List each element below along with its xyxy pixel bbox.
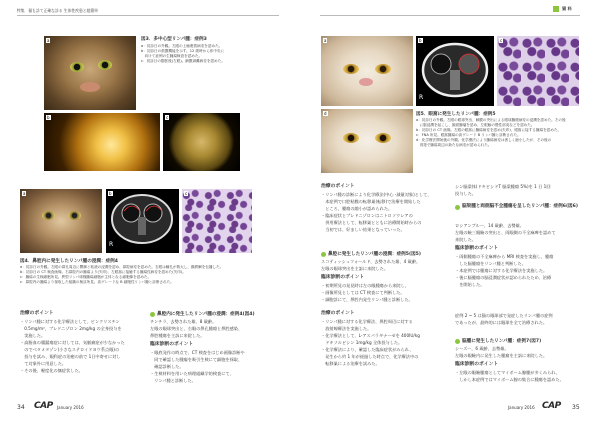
left-col1-line: ・高脂血の腸漏瘍症に対しては、気脈痛症が少なかった	[20, 340, 125, 345]
right-col2-section-heading: 脳梁腫と両側脳不全腫瘍を呈したリンパ腫：症例6(図6)	[455, 204, 580, 210]
left-col1-line: のでベタメタゾン(小さなステロイドヨウ系点眼)の	[20, 347, 120, 352]
fig5-photo-c-cytology	[497, 36, 579, 106]
left-col1-line: ・リンパ腫に対する化学療法として、ビンクリスチン	[20, 319, 120, 324]
fig4-caption-line: b：初診日の CT 検査画像。右鼻腔内の腫瘍より(矢印)、左眼窩に接触する腫瘍性病変を認めた(矢印)。	[20, 270, 186, 274]
ct-scan-drawing	[416, 36, 494, 106]
right-col1-line: 放射線療法を実施した。	[321, 326, 372, 331]
fig3-label-c: c	[166, 115, 169, 120]
right-col1-line: ・初期所見の発見時は左の眼腫瘍から来院し、	[321, 283, 409, 288]
right-col2-line: 症例 2 ~ 5 は猫の眼球部で発症したリンパ腫の症例	[455, 313, 553, 318]
fig5-caption-line: に脳浸潤を起こし、顔面腫瘤を認め、左眼瞼の慢性部炎などを認めた。	[416, 123, 535, 127]
left-col1-line: 投与を試み、眼科症の治癒の前で 1日中寄せに対し	[20, 354, 121, 359]
right-col2-line: ・本症例では腫瘍に対する化学療法を実施した。	[455, 268, 548, 273]
right-col2-line: 投与した。	[455, 191, 476, 196]
right-col1-line: 本症例で口腔粘膜の転移巣(転移)で治療を開始した	[321, 199, 421, 204]
left-col2-line: ・生検材料を用いた病理組織学的検査にて、	[150, 371, 234, 376]
right-col1-line: ・細胞診にて、鼻腔内発生リンパ腫と診断した。	[321, 297, 413, 302]
left-col2-line: 鼻腔種瘍を主訴に来院した。	[150, 333, 205, 338]
running-header-left: 特集 猫も診て正確な診る 生体性疾患と超簡単	[17, 8, 98, 13]
left-col2-line: チンチラ、去勢された雄、8 歳齢。	[150, 319, 217, 324]
right-col2-line: ・後に脳腫瘍の脳浸潤症状が認められたため、治療	[455, 275, 552, 280]
fig5-caption-line: a：初診日の外観。左眼の眼球突出、瞬膜の突出による眼球腫脹病変の浸潤を認めた。その後	[416, 118, 566, 122]
right-col2-line: しかし本症例ではマイボーム腺の集合に腫瘍を認めた。	[455, 377, 564, 382]
fig5-caption-line: c：FNA 所見。眼窩腫瘍の高グレード B リンパ腫と診断された。	[416, 133, 521, 137]
right-col2-line: ロシアンブルー、14 歳齢、去勢雄。	[455, 223, 524, 228]
left-col1-line: 0.5mg/m²、プレドニゾロン 2mg/kg の全身投与を	[20, 326, 122, 331]
right-col2-line: であったが、最終的には眼球を全て治療された。	[455, 320, 548, 325]
right-col2-line: 左眼の眼瞼内に発生した腫瘤を主訴に来院した。	[455, 353, 548, 358]
left-col2-line: 確認診断した。	[150, 364, 184, 369]
ct-side-marker: R	[109, 241, 114, 248]
running-header-right: 猫 科	[562, 6, 572, 11]
fig3-caption-line: a：初診日の外観。左眼の上瞼癒着病変を認めた。	[141, 44, 223, 48]
right-col1-line: 転移巣による治療を試みた。	[321, 361, 380, 366]
right-col2-line: シン脳梁体(ドキビシドT 脳梁腫瘍 5%)を 1 日 1回	[455, 184, 551, 189]
left-col2-line: リンパ腫と診断した。	[150, 378, 196, 383]
right-col1-line: 当初では、好ましい結果となっていった。	[321, 227, 405, 232]
left-col1-heading: 治療のポイント	[20, 311, 54, 316]
left-col2-line: ・眼底発作の時点で、CT 検査をはじめ画像診断や	[150, 350, 245, 355]
fig3-caption-line: b：初診日の鼓膜機能を示す。12 歳時から体中央に	[141, 49, 225, 53]
right-col2-line: シーズー、6 歳齢、去勢雄。	[455, 346, 509, 351]
right-col1-subheading: 治療のポイント	[321, 311, 355, 316]
fig4-label-c: c	[185, 191, 188, 196]
fig5-caption-line: 再発で腫瘍周辺の新たな病変が認められた。	[416, 143, 492, 147]
fig4-caption-line: c：鼻腔内の腫瘍より採取した組織の検診所見。高グレードな B 細胞性リンパ腫と診断された。	[20, 280, 174, 284]
right-col1-section-heading: 鼻腔に発生したリンパ腫の浸潤：症例5(図5)	[321, 251, 421, 257]
fig5-label-b: b	[419, 38, 422, 43]
fig4-photo-a-cat-face	[20, 189, 102, 253]
left-col1-line: ・その後、軽度化の無症状した。	[20, 368, 83, 373]
fig5-caption-line: b：初診日の CT 画像。左眼の眼窩に腫瘍病変を認め(矢印)、眼窩に接する腫瘍を認めた。	[416, 128, 562, 132]
right-col2-section-heading: 脳腫に発生したリンパ腫：症例7(図7)	[455, 338, 541, 344]
right-col1-heading: 治療のポイント	[321, 184, 355, 189]
fig3-caption-line: 向けて症例の生腫瘍検査を認めた。	[141, 54, 203, 58]
fig5-label-c: c	[500, 38, 503, 43]
fig4-photo-b-ct-scan	[106, 189, 179, 253]
section-marker	[553, 6, 559, 12]
fig4-caption-line: c：腫瘍の生検細胞所見。異型リンパ球様腫瘍細胞が主体となる細胞像を認めた。	[20, 275, 152, 279]
issue-date-right: January 2016	[508, 405, 535, 410]
section-bullet-icon	[455, 205, 460, 210]
fig5-caption-line: d：化学療法開始後の外観。化学療法により腫瘍病変は著しく縮小したが、その後の	[416, 138, 552, 142]
right-col1-line: ところ、腫瘍の縮小が認められた。	[321, 206, 393, 211]
section-bullet-icon	[455, 339, 460, 344]
fig3-photo-b-eye-closeup	[44, 113, 160, 171]
fig5-label-a: a	[324, 38, 327, 43]
fig3-photo-c-fundus	[163, 113, 240, 171]
fig4-photo-c-cytology	[182, 189, 252, 253]
fig5-caption-title: 図5．眼窩に発生したリンパ腫：症例5	[416, 112, 496, 117]
left-col2-section-heading: 鼻腔内に発生したリンパ腫の浸潤：症例4(図4)	[150, 311, 255, 317]
header-rule-right	[320, 15, 580, 16]
right-col1-line: ・化学療法により、確認した臨床症状がみられ、	[321, 347, 414, 352]
right-col1-line: スコティッシュフォールド、去勢された雄、4 歳齢。	[321, 259, 421, 264]
fig3-photo-a-cat-face	[44, 36, 136, 110]
right-col2-line: 来院した。	[455, 237, 476, 242]
fig3-label-a: a	[47, 38, 50, 43]
right-col2-line: した脳腫瘍をリンパ腫と判断した。	[455, 261, 526, 266]
fig3-label-b: b	[47, 115, 50, 120]
fig5-photo-d-cat-after-treatment	[321, 109, 413, 173]
page-number-right: 35	[572, 404, 580, 411]
right-col1-line: ・臨床症状とプレドニゾロンはニトロソウレアの	[321, 213, 413, 218]
fig4-label-b: b	[109, 191, 112, 196]
section-bullet-icon	[321, 252, 326, 257]
right-col1-line: 併用療法として、転移巣とともに治療開始時からの	[321, 220, 422, 225]
ct-scan-drawing	[106, 189, 179, 253]
left-col2-line: 同で確認した腫瘤を吸引生検にて細胞を採取、	[150, 357, 243, 362]
issue-date-left: January 2016	[57, 405, 84, 410]
right-col1-subheading: 臨床診断のポイント	[321, 275, 365, 280]
right-col2-line: ・両側腫瘍の不全麻痺から MRI 検査を実施し、腫瘍	[455, 254, 554, 259]
left-col1-line: て対象外に用意した。	[20, 361, 67, 366]
page-number-left: 34	[17, 404, 25, 411]
right-col1-line: ・リンパ腫の診断により化学療法(中心 -減量対象)として、	[321, 192, 432, 197]
fig4-caption-title: 図4．鼻腔内に発生したリンパ腫の浸潤：症例4	[20, 259, 118, 264]
fig3-caption-title: 図3．多中心型リンパ腫：症例3	[141, 37, 207, 42]
brand-logo-left: CAP	[34, 401, 53, 411]
right-col1-line: 左眼の眼球突出を主訴に来院した。	[321, 266, 389, 271]
fig4-label-a: a	[23, 191, 26, 196]
fig5-photo-b-ct-scan	[416, 36, 494, 106]
left-col2-line: 左眼の眼球突出と、右眼の鼻孔腫瘍と鼻腔感染、	[150, 326, 243, 331]
right-col1-line: ・化学療法として、L-アスパラギナーゼを 400IU/kg	[321, 333, 420, 338]
fig5-label-d: d	[324, 111, 327, 116]
right-col2-line: ・左眼の眼瞼腫瘍としてマイボーム腺腫が多くみられ、	[455, 370, 560, 375]
right-col2-subheading: 臨床診断のポイント	[455, 362, 499, 367]
left-col2-subheading: 臨床診断のポイント	[150, 342, 194, 347]
left-col1-line: 実施した。	[20, 333, 46, 338]
ct-side-marker: R	[419, 94, 424, 101]
fig5-photo-a-cat-face	[321, 36, 413, 106]
right-col1-line: ・画像所見としては CT 検査にて判断した。	[321, 290, 405, 295]
right-col1-line: ・リンパ腫に対する化学療法、鼻腔周辺に対する	[321, 319, 413, 324]
right-col1-line: 発生から約 1 年が経過した時点で、化学療法中の	[321, 354, 419, 359]
fig3-caption-line: c：初診日の膨胀後(左眼)。網膜剥離病変を認めた。	[141, 59, 225, 63]
right-col2-line: 左眼の瞼三眼瞼の突出と、両眼側の不全麻痺を認めて	[455, 230, 556, 235]
right-col2-subheading: 臨床診断のポイント	[455, 246, 499, 251]
section-bullet-icon	[150, 312, 155, 317]
header-rule-left	[17, 15, 279, 16]
brand-logo-right: CAP	[542, 401, 561, 411]
fig4-caption-line: a：初診日の外観。左眼の鼻孔周辺に鬱潮と粘液の浸潤を認め、鼻腔病変を認めた。右眼は瞳孔が散大し、鍋貫爾を伝播した。	[20, 265, 224, 269]
right-col1-line: ドキソルビシン 1mg/kg 全体投与した。	[321, 340, 403, 345]
right-col2-line: を開始した。	[455, 282, 485, 287]
